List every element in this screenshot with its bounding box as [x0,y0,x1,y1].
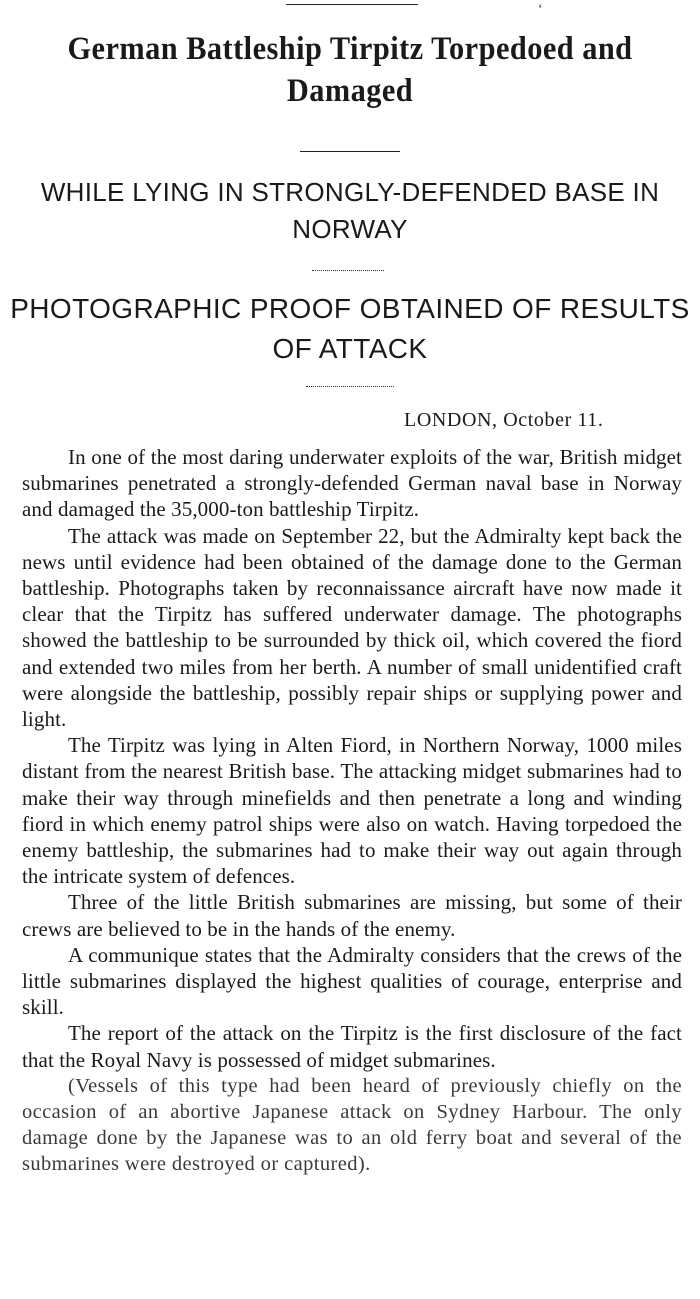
paragraph: In one of the most daring underwater exploits of the war, British midget submarines penetrated a strongly-defended German naval base in Norway and damaged the 35,000-ton battleship Tirpitz. [22,445,682,522]
article-body [22,444,682,1178]
paragraph: (Vessels of this type had been heard of previously chiefly on the occasion of an abortive Japanese attack on Sydney Harbour. The only damage done by the Japanese was to an old ferry boat and several of the submarines were destroyed or captured). [22,1074,682,1176]
paragraph: Three of the little British submarines are missing, but some of their crews are believed to be in the hands of the enemy. [22,890,682,941]
subheadline: WHILE LYING IN STRONGLY-DEFENDED BASE IN NORWAY [40,177,660,244]
deck: PHOTOGRAPHIC PROOF OBTAINED OF RESULTS OF ATTACK [10,293,690,364]
headline-rule [300,151,400,152]
paragraph: The attack was made on September 22, but the Admiralty kept back the news until evidence had been obtained of the damage done to the German battleship. Photographs taken by reconnaissance aircraft have now made it clear that the Tirpitz has suffered underwater damage. The photographs showed the battleship to be surrounded by thick oil, which covered the fiord and extended two miles from her berth. A number of small unidentified craft were alongside the battleship, possibly repair ships or supplying power and light. [22,523,682,732]
subheadline-rule [312,270,384,271]
headline: German Battleship Tirpitz Torpedoed and Damaged [67,31,633,109]
top-rule [286,4,418,5]
paragraph: The report of the attack on the Tirpitz is the first disclosure of the fact that the Royal Navy is possessed of midget submarines. [22,1021,682,1072]
paragraph: The Tirpitz was lying in Alten Fiord, in Northern Norway, 1000 miles distant from the nearest British base. The attacking midget submarines had to make their way through minefields and then penetrate a long and winding fiord in which enemy patrol ships were also on watch. Having torpedoed the enemy battleship, the submarines had to make their way out again through the intricate system of defences. [22,733,682,889]
deck-rule [306,386,394,387]
paragraph: A communique states that the Admiralty considers that the crews of the little submarines displayed the highest qualities of courage, enterprise and skill. [22,942,682,1020]
margin-mark: ‘ [538,2,543,17]
dateline: LONDON, October 11. [404,409,604,431]
